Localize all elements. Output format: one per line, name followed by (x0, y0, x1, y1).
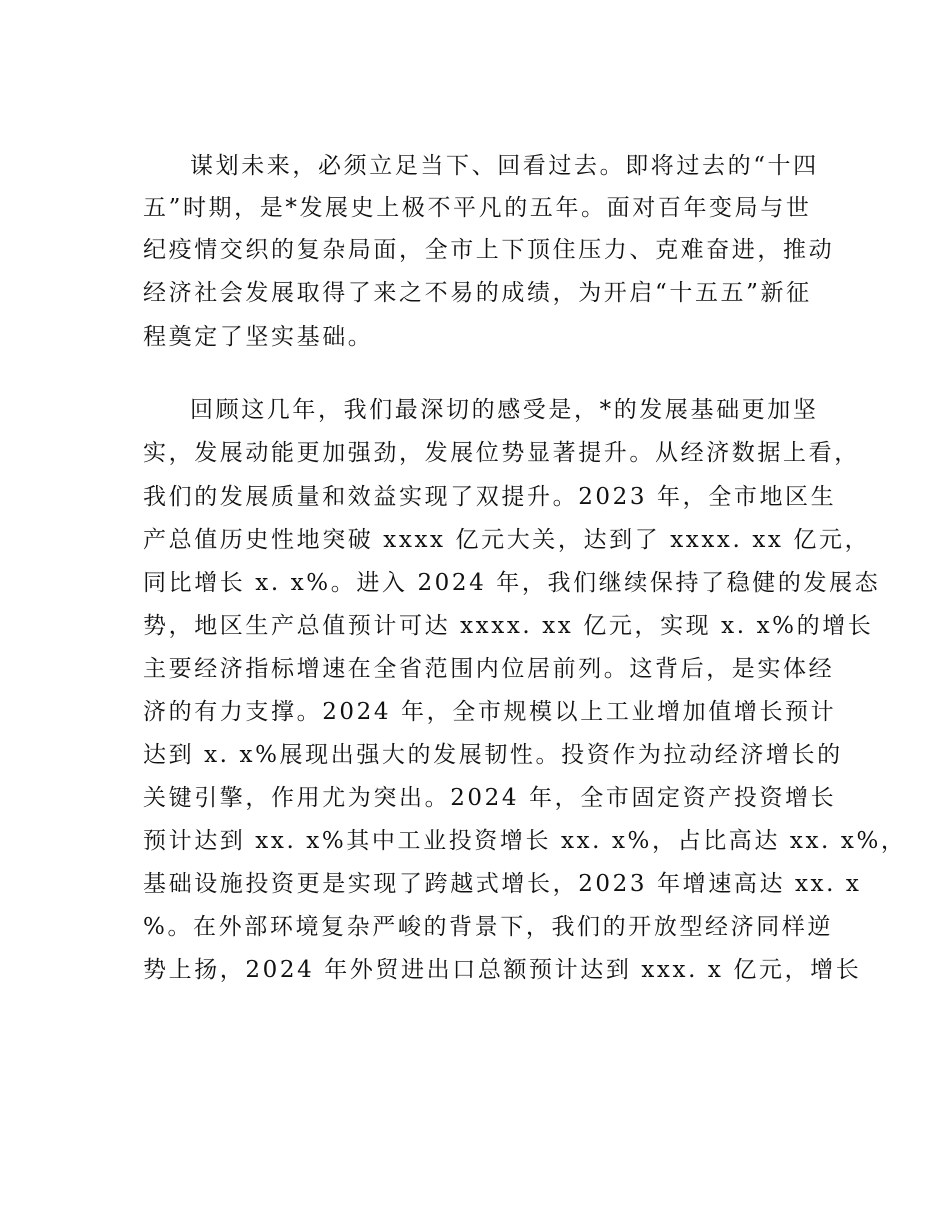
text-line: 产总值历史性地突破 xxxx 亿元大关，达到了 xxxx. xx 亿元， (143, 527, 871, 553)
text-line: 回顾这几年，我们最深切的感受是，*的发展基础更加坚 (190, 397, 819, 423)
text-line: %。在外部环境复杂严峻的背景下，我们的开放型经济同样逆 (143, 914, 834, 940)
text-line: 势，地区生产总值预计可达 xxxx. xx 亿元，实现 x. x%的增长 (143, 613, 874, 639)
text-line: 达到 x. x%展现出强大的发展韧性。投资作为拉动经济增长的 (143, 742, 843, 768)
text-line: 预计达到 xx. x%其中工业投资增长 xx. x%，占比高达 xx. x%， (143, 828, 907, 854)
text-line: 势上扬，2024 年外贸进出口总额预计达到 xxx. x 亿元，增长 (143, 957, 862, 983)
text-line: 纪疫情交织的复杂局面，全市上下顶住压力、克难奋进，推动 (143, 237, 835, 263)
text-line: 我们的发展质量和效益实现了双提升。2023 年，全市地区生 (143, 484, 837, 510)
text-line: 五”时期，是*发展史上极不平凡的五年。面对百年变局与世 (143, 195, 812, 221)
text-line: 程奠定了坚实基础。 (143, 324, 374, 350)
text-line: 基础设施投资更是实现了跨越式增长，2023 年增速高达 xx. x (143, 871, 862, 897)
text-line: 同比增长 x. x%。进入 2024 年，我们继续保持了稳健的发展态 (143, 570, 881, 596)
text-line: 关键引擎，作用尤为突出。2024 年，全市固定资产投资增长 (143, 785, 837, 811)
text-line: 谋划未来，必须立足当下、回看过去。即将过去的“十四 (190, 153, 819, 179)
text-line: 经济社会发展取得了来之不易的成绩，为开启“十五五”新征 (143, 280, 812, 306)
text-line: 济的有力支撑。2024 年，全市规模以上工业增加值增长预计 (143, 699, 837, 725)
text-line: 主要经济指标增速在全省范围内位居前列。这背后，是实体经 (143, 656, 835, 682)
text-line: 实，发展动能更加强劲，发展位势显著提升。从经济数据上看， (143, 440, 860, 466)
